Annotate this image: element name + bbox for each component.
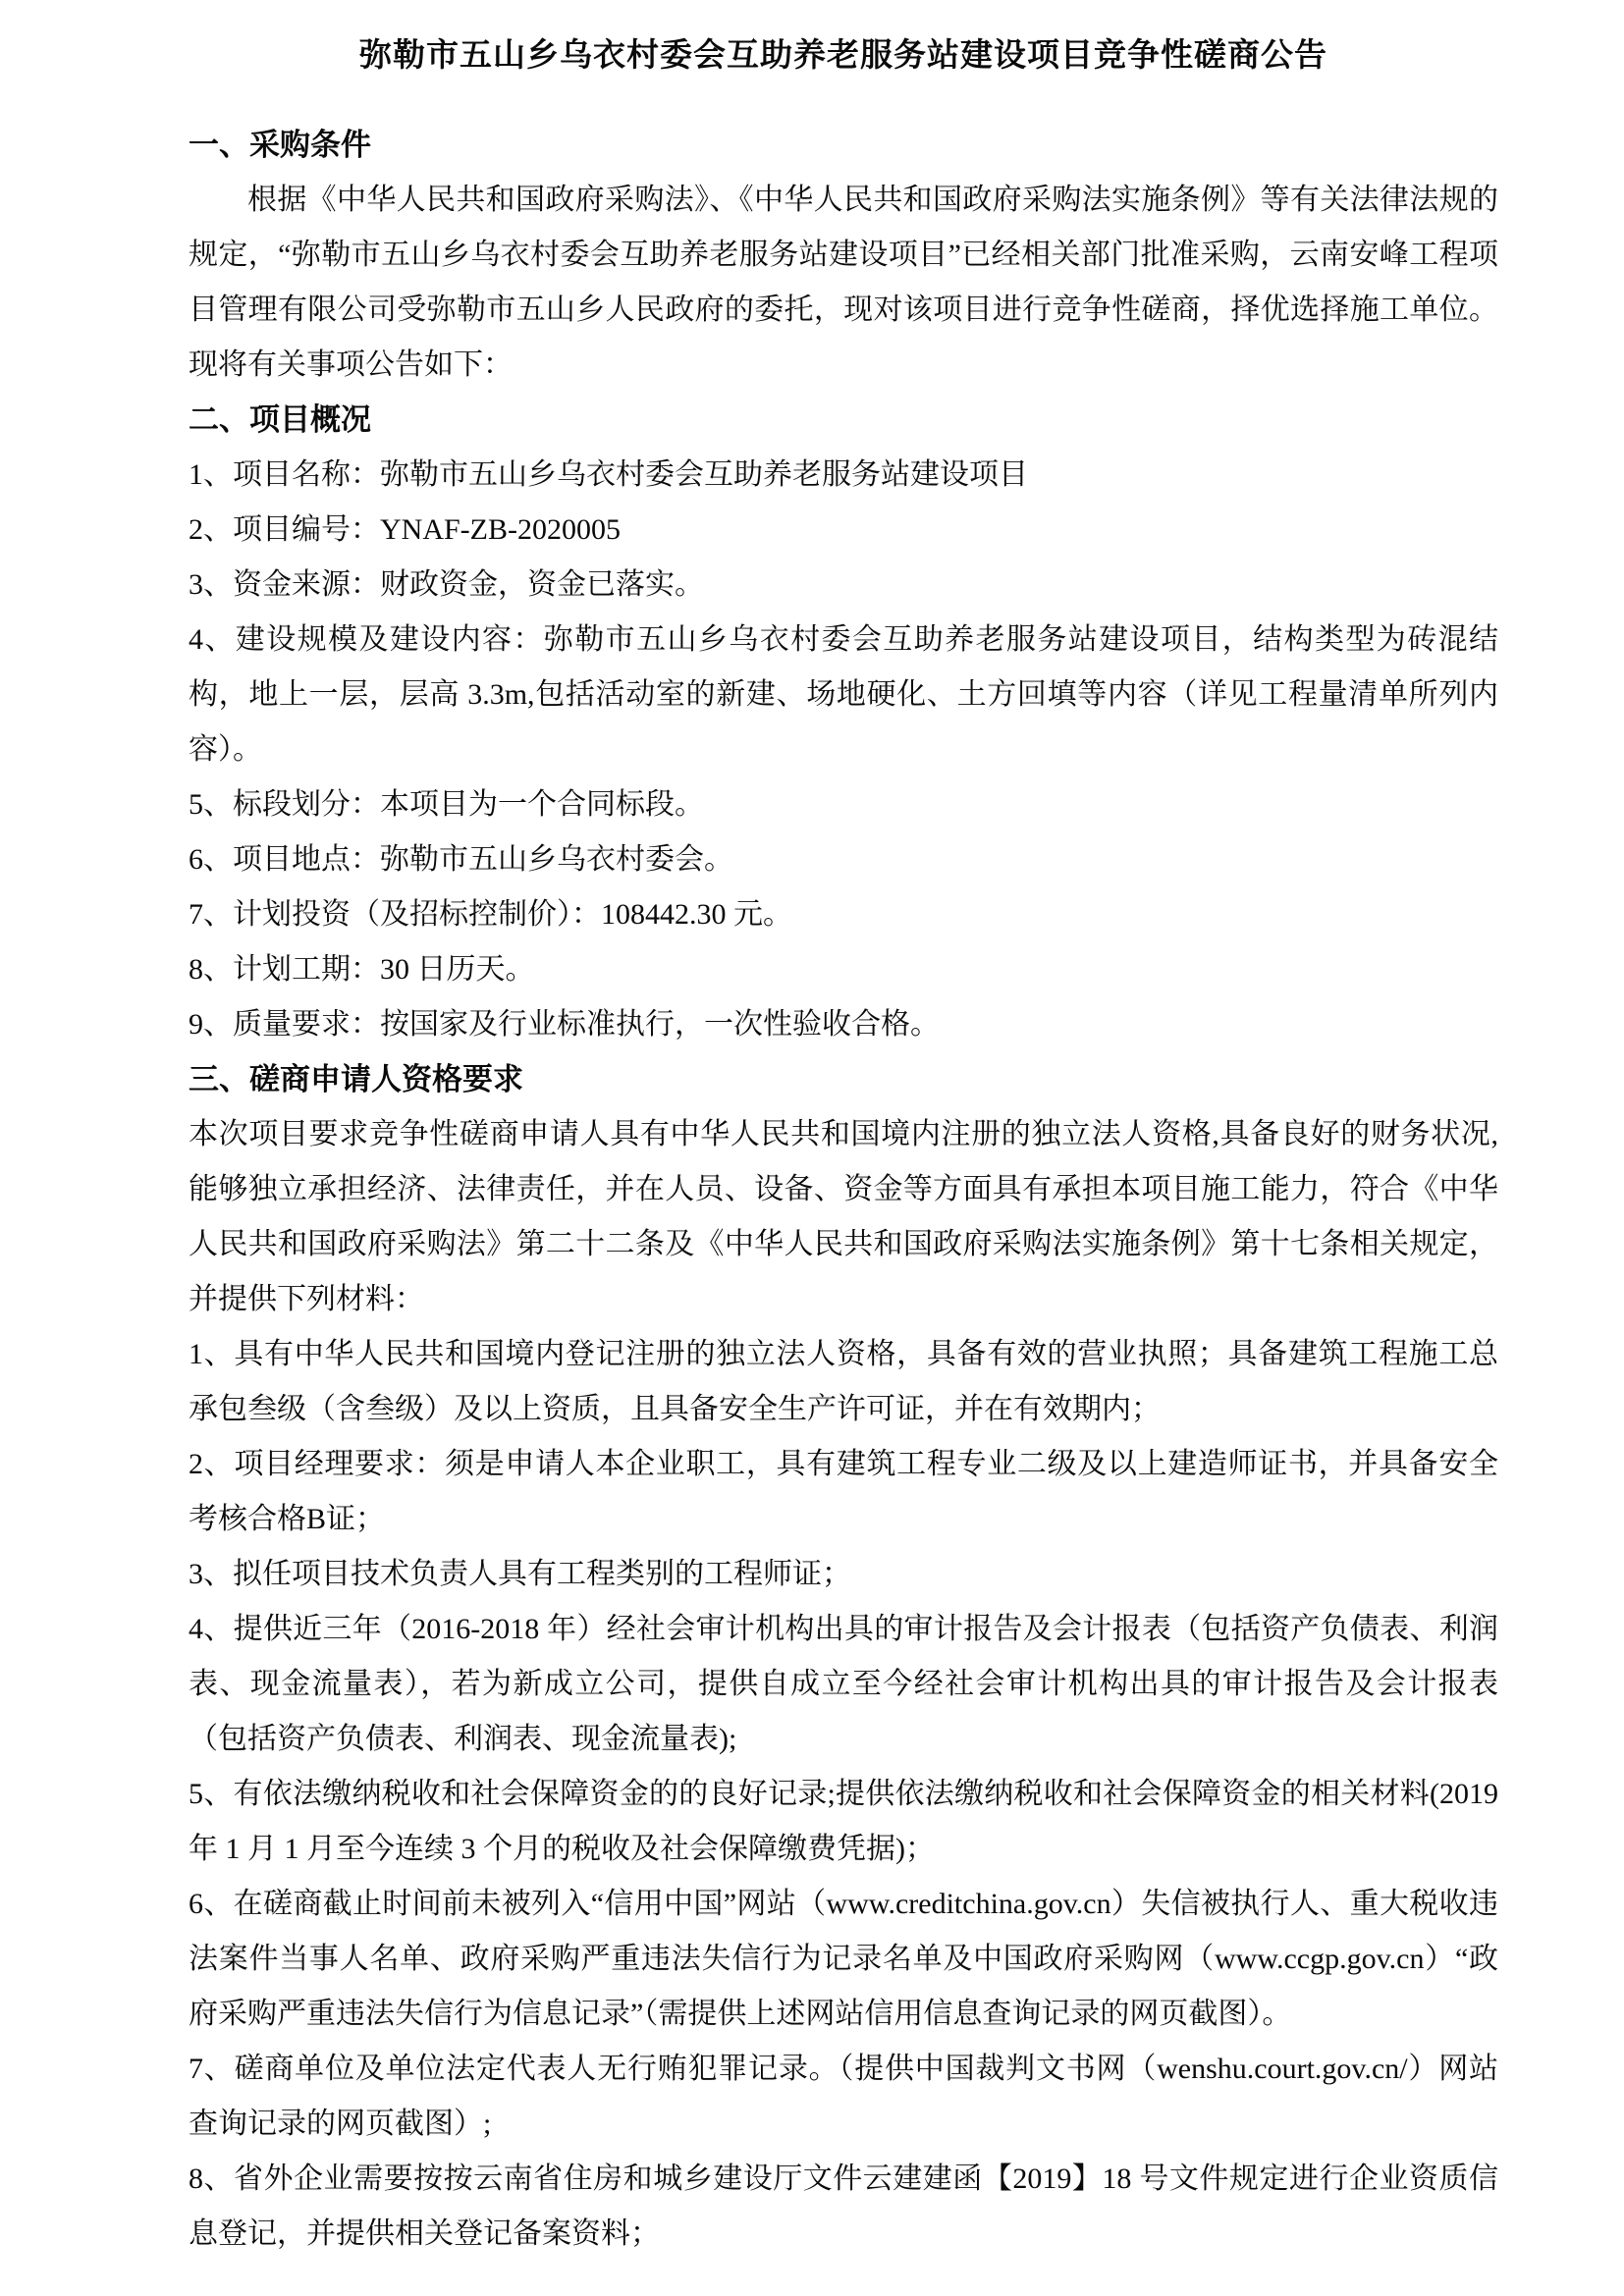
project-name-item: 1、项目名称：弥勒市五山乡乌衣村委会互助养老服务站建设项目 [189, 458, 1028, 491]
project-number-item: 2、项目编号：YNAF-ZB-2020005 [189, 513, 621, 546]
bid-section-item: 5、标段划分：本项目为一个合同标段。 [189, 788, 704, 821]
qualification-item-tax-social-security: 5、有依法缴纳税收和社会保障资金的的良好记录;提供依法缴纳税收和社会保障资金的相关材料(2019 年 1 月 1 月至今连续 3 个月的税收及社会保障缴费凭据)； [189, 1778, 1498, 1865]
construction-scale-item: 4、建设规模及建设内容：弥勒市五山乡乌衣村委会互助养老服务站建设项目，结构类型为砖混结构，地上一层，层高 3.3m,包括活动室的新建、场地硬化、土方回填等内容（详见工程量清单所列内容）。 [189, 623, 1498, 766]
project-location-item: 6、项目地点：弥勒市五山乡乌衣村委会。 [189, 843, 733, 876]
qualification-item-out-of-province: 8、省外企业需要按按云南省住房和城乡建设厅文件云建建函【2019】18 号文件规定进行企业资质信息登记，并提供相关登记备案资料； [189, 2163, 1498, 2250]
section-heading-project-overview: 二、项目概况 [189, 402, 371, 437]
qualification-item-legal-person: 1、具有中华人民共和国境内登记注册的独立法人资格，具备有效的营业执照；具备建筑工程施工总承包叁级（含叁级）及以上资质，且具备安全生产许可证，并在有效期内； [189, 1338, 1498, 1425]
planned-investment-item: 7、计划投资（及招标控制价）：108442.30 元。 [189, 898, 792, 931]
qualification-item-no-bribery-record: 7、磋商单位及单位法定代表人无行贿犯罪记录。（提供中国裁判文书网（wenshu.court.gov.cn/）网站查询记录的网页截图）; [189, 2053, 1498, 2140]
page-title: 弥勒市五山乡乌衣村委会互助养老服务站建设项目竞争性磋商公告 [359, 38, 1327, 74]
qualification-item-credit-records: 6、在磋商截止时间前未被列入“信用中国”网站（www.creditchina.gov.cn）失信被执行人、重大税收违法案件当事人名单、政府采购严重违法失信行为记录名单及中国政府采购网（www.ccgp.gov.cn）“政府采购严重违法失信行为信息记录”（需提供上述网站信用信息查询记录的网页截图）。 [189, 1888, 1498, 2030]
qualification-item-audit-reports: 4、提供近三年（2016-2018 年）经社会审计机构出具的审计报告及会计报表（包括资产负债表、利润表、现金流量表），若为新成立公司，提供自成立至今经社会审计机构出具的审计报告及会计报表（包括资产负债表、利润表、现金流量表); [189, 1613, 1498, 1755]
qualification-item-project-manager: 2、项目经理要求：须是申请人本企业职工，具有建筑工程专业二级及以上建造师证书，并具备安全考核合格B证； [189, 1448, 1498, 1535]
planned-duration-item: 8、计划工期：30 日历天。 [189, 953, 535, 986]
procurement-conditions-paragraph: 根据《中华人民共和国政府采购法》、《中华人民共和国政府采购法实施条例》等有关法律法规的规定，“弥勒市五山乡乌衣村委会互助养老服务站建设项目”已经相关部门批准采购，云南安峰工程项目管理有限公司受弥勒市五山乡人民政府的委托，现对该项目进行竞争性磋商，择优选择施工单位。现将有关事项公告如下： [189, 184, 1498, 381]
section-heading-procurement-conditions: 一、采购条件 [189, 128, 371, 162]
qualifications-intro-paragraph: 本次项目要求竞争性磋商申请人具有中华人民共和国境内注册的独立法人资格,具备良好的财务状况,能够独立承担经济、法律责任，并在人员、设备、资金等方面具有承担本项目施工能力，符合《中华人民共和国政府采购法》第二十二条及《中华人民共和国政府采购法实施条例》第十七条相关规定，并提供下列材料： [189, 1118, 1498, 1315]
section-heading-applicant-qualifications: 三、磋商申请人资格要求 [189, 1062, 523, 1096]
funding-source-item: 3、资金来源：财政资金，资金已落实。 [189, 568, 704, 601]
quality-requirement-item: 9、质量要求：按国家及行业标准执行，一次性验收合格。 [189, 1008, 940, 1041]
qualification-item-technical-lead: 3、拟任项目技术负责人具有工程类别的工程师证； [189, 1558, 851, 1590]
